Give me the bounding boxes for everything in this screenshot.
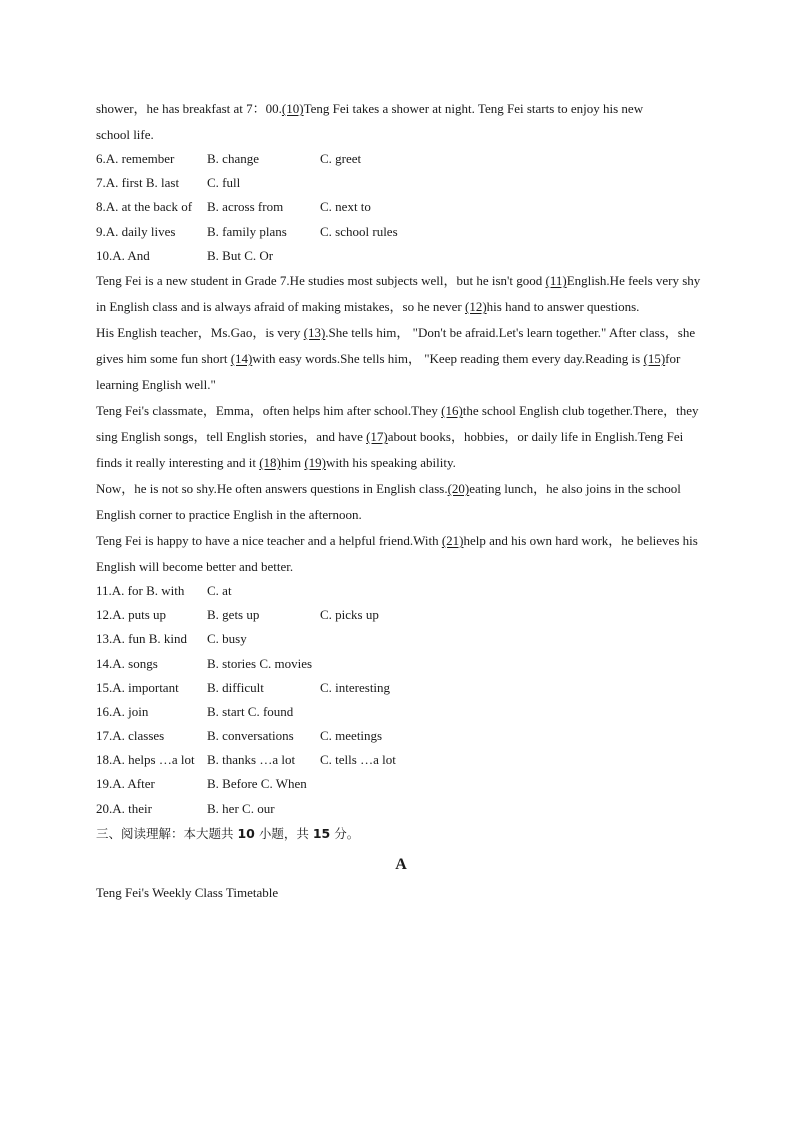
option-b: B. change [207,151,259,166]
blank-16: (16) [441,402,463,418]
passage-text: school life. [96,127,154,142]
option-c: C. interesting [320,679,391,695]
section-heading-text: 分。 [330,825,360,841]
option-b: B. Before C. When [207,776,307,792]
option-c: C. next to [320,199,371,215]
blank-15: (15) [643,350,666,366]
option-a: 17.A. classes [96,728,165,744]
option-b: B. stories C. movies [207,655,313,671]
option-b: B. conversations [207,728,294,744]
option-a: 20.A. their [96,800,152,816]
blank-10: (10) [281,101,304,116]
option-b: B. her C. our [207,800,275,816]
option-a: 15.A. important [96,679,179,695]
option-c: C. school rules [320,223,398,239]
passage-text: Teng Fei is a new student in Grade 7.He studies most subjects well，but he isn't good [96,272,546,288]
passage1-end [96,96,706,148]
blank-19: (19) [304,454,327,470]
option-a: 7.A. first B. last [96,175,180,191]
part-letter-title: A [395,855,407,873]
passage-text: the school English club together.There，they sing English songs，tell English stories，and have [96,402,699,444]
timetable-caption: Teng Fei's Weekly Class Timetable [96,884,279,900]
option-b: B. thanks …a lot [207,752,296,768]
option-a: 10.A. And [96,247,150,263]
blank-13: (13) [303,324,326,340]
passage-text: English.He feels very shy in English class and is always afraid of making mistakes，so he never [96,272,701,314]
option-a: 13.A. fun B. kind [96,631,187,647]
document-page [96,96,706,907]
passage-text: with his speaking ability. [326,454,456,470]
blank-12: (12) [464,298,487,314]
passage-text: his hand to answer questions. [486,298,640,314]
option-row-8 [96,195,706,219]
passage2-paragraph-1 [96,268,706,320]
option-b: B. difficult [207,679,264,695]
option-row-12 [96,603,706,627]
option-b: B. start C. found [207,703,294,719]
passage-text: him [280,454,305,470]
passage-text: Teng Fei's classmate，Emma，often helps him after school.They [96,402,442,418]
option-row-16 [96,700,706,724]
option-a: 12.A. puts up [96,607,167,623]
option-row-9 [96,220,706,244]
options-group-6-10 [96,147,706,268]
option-row-10 [96,244,706,268]
blank-11: (11) [545,272,567,288]
option-row-13 [96,627,706,651]
option-row-7 [96,171,706,195]
option-a: 16.A. join [96,703,149,719]
passage2-paragraph-2 [96,320,706,398]
blank-20: (20) [447,480,470,496]
option-a: 18.A. helps …a lot [96,752,195,768]
passage-text: help and his own hard work，he believes his English will become better and better. [96,532,698,574]
option-a: 9.A. daily lives [96,223,176,239]
option-b: C. busy [207,631,247,647]
option-a: 11.A. for B. with [96,582,185,598]
option-b: C. at [207,582,232,598]
passage2-paragraph-4 [96,476,706,528]
option-row-6 [96,147,706,171]
passage-text: about books，hobbies，or daily life in English.Teng Fei finds it really interesting and it [96,428,684,470]
passage2-paragraph-5 [96,528,706,580]
option-b: B. across from [207,199,284,215]
blank-21: (21) [441,532,464,548]
option-a: 8.A. at the back of [96,199,193,215]
option-b: B. family plans [207,223,287,239]
passage-text: eating lunch，he also joins in the school English corner to practice English in the afternoon. [96,480,681,522]
passage-text: His English teacher，Ms.Gao，is very [96,324,304,340]
option-a: 6.A. remember [96,151,175,166]
option-row-14 [96,652,706,676]
passage2-paragraph-3 [96,398,706,476]
option-c: C. greet [320,151,362,166]
passage-text: with easy words.She tells him， "Keep reading them every day.Reading is [252,350,644,366]
option-row-18 [96,748,706,772]
option-row-17 [96,724,706,748]
options-group-11-20 [96,579,706,821]
option-row-15 [96,676,706,700]
blank-17: (17) [366,428,388,444]
option-b: B. gets up [207,607,260,623]
option-a: 14.A. songs [96,655,158,671]
blank-18: (18) [259,454,281,470]
passage-text: shower，he has breakfast at 7：00. [96,101,282,116]
section-heading-text: 三、阅读理解：本大题共 [96,825,238,841]
section-heading-count: 10 [237,825,255,841]
option-b: B. But C. Or [207,247,274,263]
option-c: C. picks up [320,607,379,623]
option-row-20 [96,797,706,821]
option-c: C. meetings [320,728,383,744]
passage-text: Teng Fei takes a shower at night. Teng Fei starts to enjoy his new [303,101,644,116]
option-b: C. full [207,175,241,191]
section-heading [96,821,706,847]
option-row-19 [96,772,706,796]
option-row-11 [96,579,706,603]
passage-text: for learning English well." [96,350,681,392]
blank-14: (14) [230,350,253,366]
passage-text: Teng Fei is happy to have a nice teacher and a helpful friend.With [96,532,442,548]
option-c: C. tells …a lot [320,752,396,768]
passage-text: Now，he is not so shy.He often answers questions in English class. [96,480,448,496]
option-a: 19.A. After [96,776,155,792]
passage-text: .She tells him， "Don't be afraid.Let's learn together." After class，she gives him some fun short [96,324,696,366]
section-heading-score: 15 [312,825,331,841]
section-heading-text: 小题，共 [254,825,313,841]
